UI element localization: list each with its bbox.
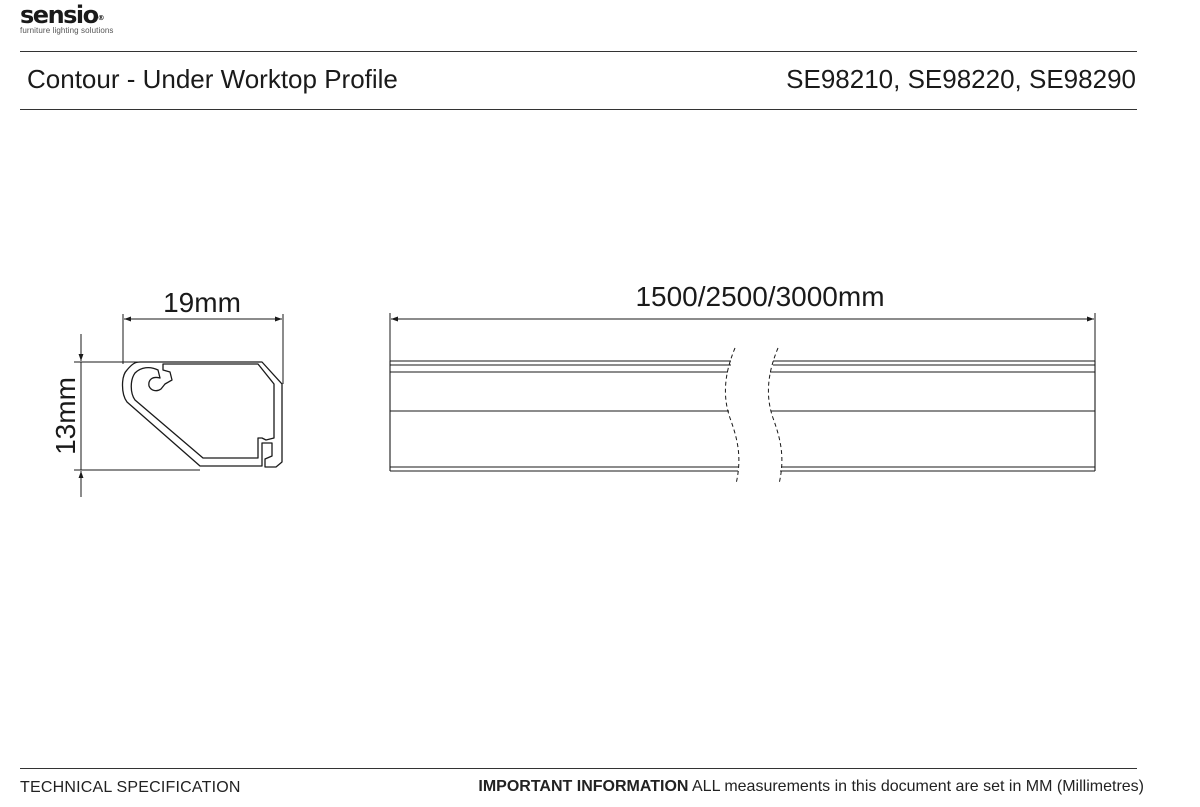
technical-specification-label: TECHNICAL SPECIFICATION (20, 779, 241, 796)
logo-tagline: furniture lighting solutions (20, 26, 114, 35)
page-title: Contour - Under Worktop Profile (27, 64, 398, 94)
product-codes: SE98210, SE98220, SE98290 (786, 64, 1136, 94)
profile-side-view-left (390, 361, 739, 471)
notice-text: ALL measurements in this document are set in MM (Millimetres) (692, 778, 1144, 795)
notice-heading: IMPORTANT INFORMATION (478, 778, 689, 795)
length-dimension (390, 313, 1095, 362)
profile-cross-section (123, 362, 283, 467)
registered-mark: ® (97, 14, 104, 22)
profile-width-dimension (123, 314, 283, 384)
profile-width-label: 19mm (163, 287, 241, 318)
profile-height-dimension (74, 334, 200, 497)
profile-side-view-right (770, 361, 1095, 471)
profile-height-label: 13mm (50, 377, 81, 455)
important-information-note (478, 778, 1144, 796)
length-label: 1500/2500/3000mm (635, 281, 885, 312)
break-lines (725, 348, 781, 484)
footer-rule (20, 768, 1137, 769)
logo-wordmark: sensio (20, 1, 98, 29)
